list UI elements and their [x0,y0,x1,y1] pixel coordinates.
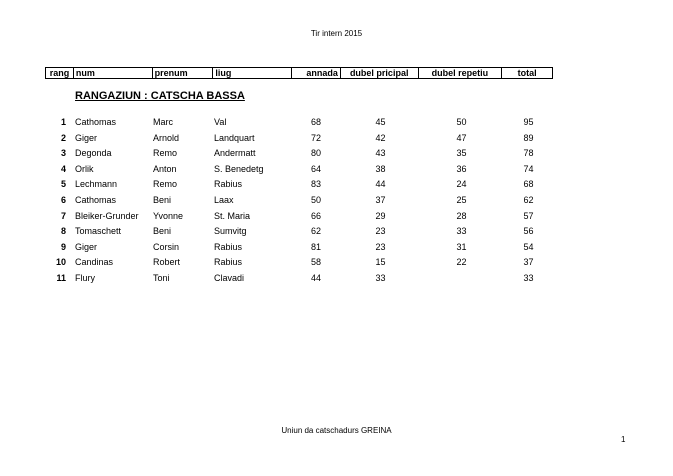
cell-prenum: Anton [153,163,177,174]
cell-annada: 68 [310,117,321,127]
cell-annada: 44 [310,272,321,283]
column-header-dubel-pricipal: dubel pricipal [341,68,419,78]
cell-num: Orlik [75,163,94,174]
cell-dubel-pricipal: 23 [375,241,386,252]
cell-prenum: Yvonne [153,210,184,221]
cell-liug: Sumvitg [214,226,247,237]
cell-prenum: Remo [153,148,178,159]
cell-liug: Rabius [214,241,243,252]
cell-dubel-repetiu: 33 [456,226,467,237]
cell-liug: Clavadi [214,272,245,283]
cell-dubel-repetiu: 24 [456,179,467,190]
cell-total: 89 [523,132,534,143]
cell-prenum: Robert [153,257,181,268]
cell-rang: 2 [60,132,66,143]
cell-liug: Rabius [214,257,243,268]
cell-dubel-repetiu: 25 [456,194,467,205]
table-row [0,162,673,178]
column-header-total: total [517,68,537,78]
cell-prenum: Marc [153,117,173,127]
cell-dubel-repetiu: 47 [456,132,467,143]
cell-liug: Landquart [214,132,255,143]
cell-total: 62 [523,194,534,205]
cell-num: Tomaschett [75,226,122,237]
cell-total: 57 [523,210,534,221]
cell-liug: S. Benedetg [214,163,264,174]
cell-annada: 80 [310,148,321,159]
cell-dubel-repetiu: 36 [456,163,467,174]
cell-liug: Laax [214,194,234,205]
cell-total: 37 [523,257,534,268]
cell-annada: 50 [310,194,321,205]
cell-dubel-repetiu: 35 [456,148,467,159]
page-header: Tir intern 2015 [310,29,363,38]
cell-total: 33 [523,272,534,283]
cell-rang: 6 [60,194,66,205]
cell-dubel-pricipal: 44 [375,179,386,190]
cell-annada: 66 [310,210,321,221]
cell-num: Candinas [75,257,114,268]
cell-annada: 72 [310,132,321,143]
table-row [0,193,673,209]
cell-prenum: Arnold [153,132,180,143]
cell-prenum: Toni [153,272,170,283]
column-header-rang: rang [46,68,74,78]
cell-dubel-repetiu: 28 [456,210,467,221]
table-row [0,209,673,225]
cell-prenum: Beni [153,194,172,205]
page-footer: Uniun da catschadurs GREINA [281,426,392,435]
cell-liug: Val [214,117,227,127]
table-row [0,177,673,193]
column-header-row [45,67,553,79]
column-header-num: num [74,68,153,78]
cell-total: 95 [523,117,534,127]
cell-dubel-pricipal: 38 [375,163,386,174]
cell-total: 56 [523,226,534,237]
cell-annada: 81 [310,241,321,252]
table-row [0,146,673,162]
cell-rang: 9 [60,241,66,252]
cell-dubel-pricipal: 15 [375,257,386,268]
cell-prenum: Corsin [153,241,180,252]
cell-num: Bleiker-Grunder [75,210,139,221]
column-header-liug: liug [213,68,292,78]
cell-num: Flury [75,272,95,283]
table-row [0,115,673,131]
cell-prenum: Beni [153,226,172,237]
cell-dubel-pricipal: 29 [375,210,386,221]
table-row [0,255,673,271]
table-row [0,224,673,240]
cell-dubel-pricipal: 33 [375,272,386,283]
cell-num: Degonda [75,148,112,159]
cell-num: Lechmann [75,179,118,190]
cell-dubel-repetiu: 22 [456,257,467,268]
table-row [0,131,673,147]
cell-annada: 62 [310,226,321,237]
cell-num: Giger [75,241,98,252]
table-row [0,240,673,256]
table-row [0,271,673,287]
cell-num: Giger [75,132,98,143]
cell-total: 74 [523,163,534,174]
cell-rang: 3 [60,148,66,159]
cell-rang: 11 [56,272,66,283]
cell-rang: 1 [60,117,66,127]
column-header-prenum: prenum [153,68,214,78]
cell-rang: 5 [60,179,66,190]
cell-annada: 58 [310,257,321,268]
cell-total: 68 [523,179,534,190]
cell-annada: 64 [310,163,321,174]
cell-liug: Andermatt [214,148,256,159]
cell-dubel-pricipal: 43 [375,148,386,159]
cell-rang: 4 [60,163,66,174]
cell-dubel-repetiu: 50 [456,117,467,127]
page-number: 1 [621,435,626,444]
results-table [0,115,673,287]
cell-num: Cathomas [75,117,117,127]
cell-dubel-pricipal: 23 [375,226,386,237]
cell-rang: 8 [60,226,66,237]
cell-dubel-pricipal: 37 [375,194,386,205]
cell-total: 78 [523,148,534,159]
column-header-annada: annada [292,68,341,78]
cell-num: Cathomas [75,194,117,205]
cell-prenum: Remo [153,179,178,190]
cell-total: 54 [523,241,534,252]
cell-dubel-pricipal: 42 [375,132,386,143]
cell-rang: 7 [60,210,66,221]
cell-rang: 10 [55,257,66,268]
cell-liug: Rabius [214,179,243,190]
cell-dubel-repetiu: 31 [456,241,467,252]
section-title: RANGAZIUN : CATSCHA BASSA [75,90,245,102]
column-header-dubel-repetiu: dubel repetiu [419,68,503,78]
cell-annada: 83 [310,179,321,190]
cell-dubel-pricipal: 45 [375,117,386,127]
cell-liug: St. Maria [214,210,251,221]
